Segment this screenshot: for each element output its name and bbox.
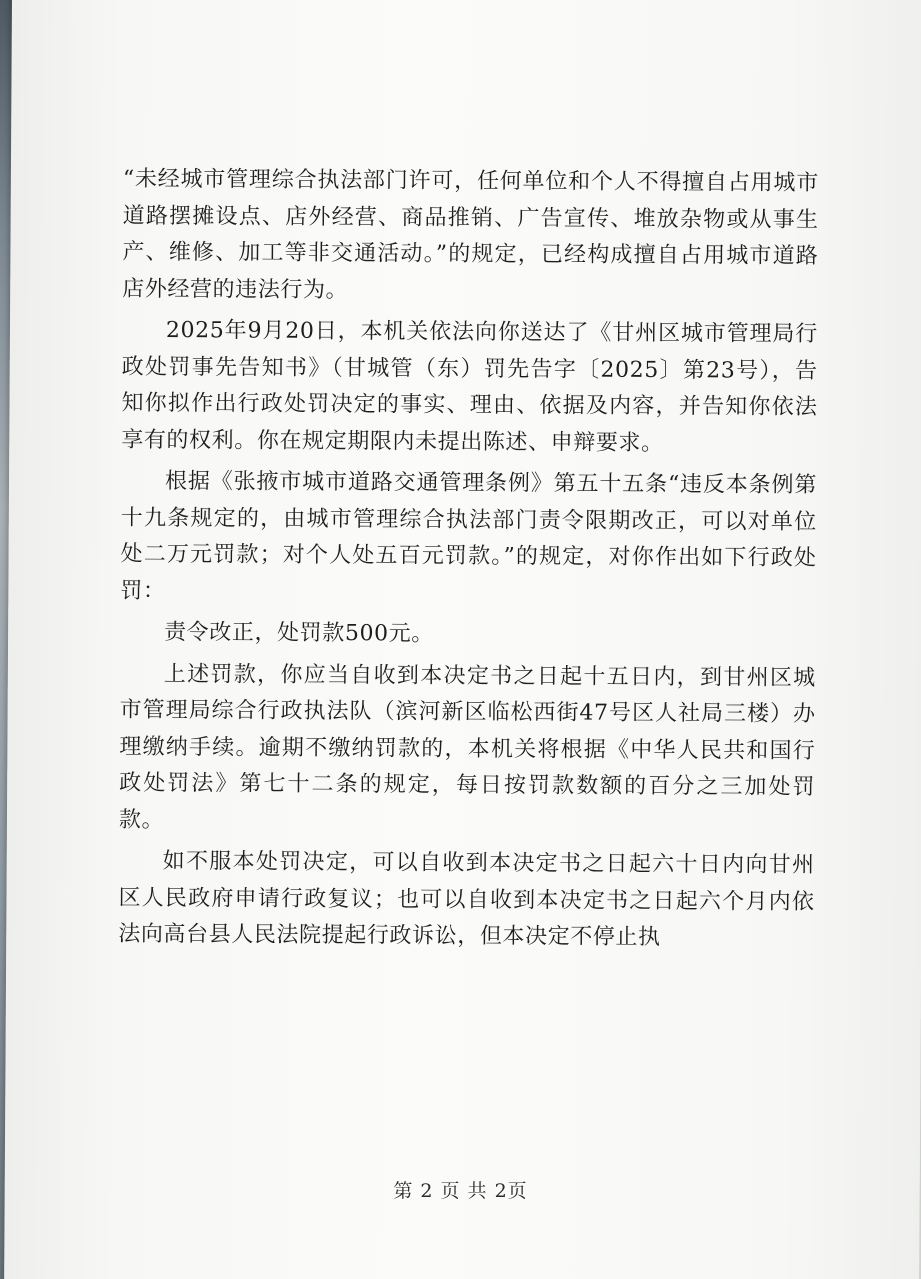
document-page (4, 0, 921, 1279)
paragraph-legal-basis: 根据《张掖市城市道路交通管理条例》第五十五条“违反本条例第十九条规定的，由城市管理综合执法部门责令限期改正，可以对单位处二万元罚款；对个人处五百元罚款。”的规定，对你作出如下行政处罚： (120, 468, 818, 604)
document-body (118, 162, 819, 963)
paragraph-payment-instructions: 上述罚款，你应当自收到本决定书之日起十五日内，到甘州区城市管理局综合行政执法队（滨河新区临松西街47号区人社局三楼）办理缴纳手续。逾期不缴纳罚款的，本机关将根据《中华人民共和国行政处罚法》第七十二条的规定，每日按罚款数额的百分之三加处罚款。 (118, 661, 816, 833)
paragraph-notice-delivery: 2025年9月20日，本机关依法向你送达了《甘州区城市管理局行政处罚事先告知书》（甘城管（东）罚先告字〔2025〕第23号），告知你拟作出行政处罚决定的事实、理由、依据及内容，并告知你依法享有的权利。你在规定期限内未提出陈述、申辩要求。 (121, 317, 819, 456)
paragraph-penalty: 责令改正，处罚款500元。 (164, 619, 434, 647)
page-number: 第 2 页 共 2页 (393, 1180, 528, 1202)
paragraph-appeal-rights: 如不服本处罚决定，可以自收到本决定书之日起六十日内向甘州区人民政府申请行政复议；也可以自收到本决定书之日起六个月内依法向高台县人民法院提起行政诉讼，但本决定不停止执 (118, 848, 815, 950)
paragraph-regulation-quote: “未经城市管理综合执法部门许可，任何单位和个人不得擅自占用城市道路摆摊设点、店外经营、商品推销、广告宣传、堆放杂物或从事生产、维修、加工等非交通活动。”的规定，已经构成擅自占用城市道路店外经营的违法行为。 (122, 166, 819, 303)
